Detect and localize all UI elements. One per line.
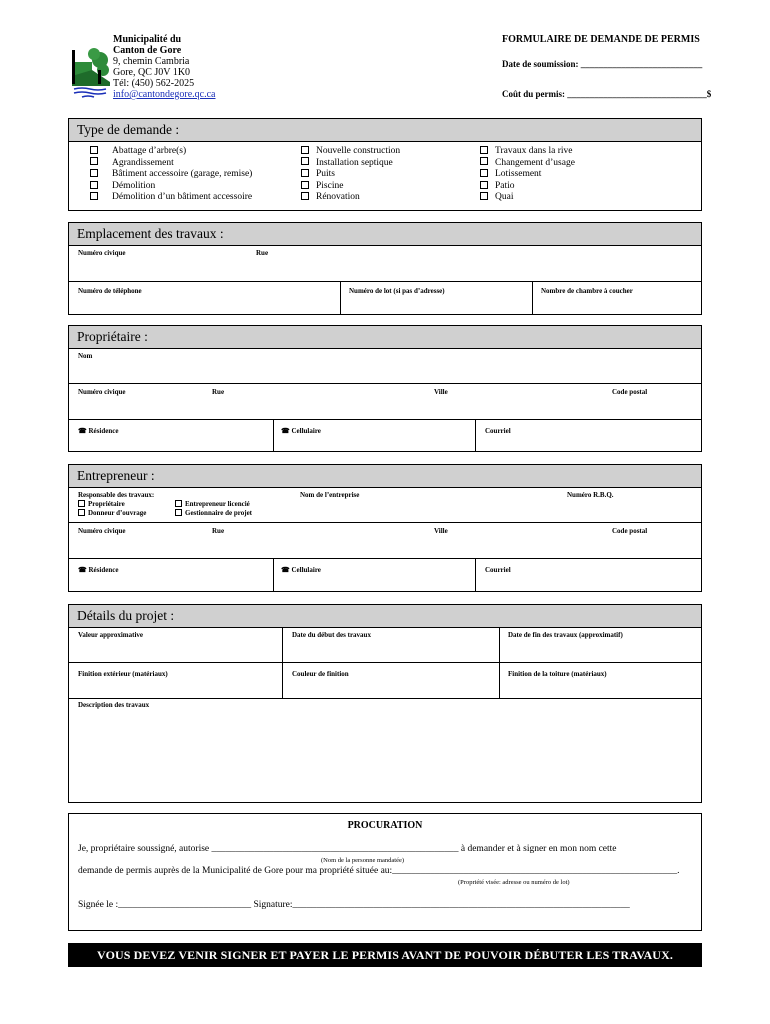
phone-icon: ☎	[281, 566, 290, 574]
phone-text: Tél: (450) 562-2025	[113, 78, 195, 89]
procuration-signature-line[interactable]: Signée le :____________________________ Signature:_______________________________________________________________________	[78, 900, 630, 910]
details-date-fin-field[interactable]: Date de fin des travaux (approximatif)	[508, 631, 623, 639]
form-title: FORMULAIRE DE DEMANDE DE PERMIS	[502, 34, 700, 45]
entrepreneur-box	[68, 487, 702, 592]
entrepreneur-residence-field[interactable]: ☎ Résidence	[78, 566, 119, 574]
procuration-box	[68, 813, 702, 931]
check-patio[interactable]: Patio	[480, 181, 575, 193]
type-col3	[480, 146, 575, 204]
emplacement-chambres-field[interactable]: Nombre de chambre à coucher	[541, 287, 633, 295]
procuration-line2[interactable]: demande de permis auprès de la Municipalité de Gore pour ma propriété située au:____________________________________________________________.	[78, 866, 680, 876]
org-name-line1: Municipalité du	[113, 34, 182, 45]
phone-icon: ☎	[78, 427, 87, 435]
check-renovation[interactable]: Rénovation	[301, 192, 400, 204]
check-resp-proprietaire[interactable]: Propriétaire	[78, 500, 154, 509]
entrepreneur-rue-field[interactable]: Rue	[212, 527, 225, 535]
details-description-field[interactable]: Description des travaux	[78, 701, 150, 709]
section-proprietaire-title: Propriétaire :	[68, 325, 702, 349]
details-couleur-field[interactable]: Couleur de finition	[292, 670, 349, 678]
check-batiment-accessoire[interactable]: Bâtiment accessoire (garage, remise)	[90, 169, 252, 181]
proprietaire-postal-field[interactable]: Code postal	[612, 388, 648, 396]
section-emplacement-title: Emplacement des travaux :	[68, 222, 702, 246]
check-lotissement[interactable]: Lotissement	[480, 169, 575, 181]
check-nouvelle-construction[interactable]: Nouvelle construction	[301, 146, 400, 158]
procuration-title: PROCURATION	[347, 820, 423, 831]
details-valeur-field[interactable]: Valeur approximative	[78, 631, 144, 639]
phone-icon: ☎	[281, 427, 290, 435]
warning-banner: VOUS DEVEZ VENIR SIGNER ET PAYER LE PERMIS AVANT DE POUVOIR DÉBUTER LES TRAVAUX.	[68, 943, 702, 967]
entrepreneur-responsable-group	[78, 491, 154, 518]
proprietaire-ville-field[interactable]: Ville	[434, 388, 448, 396]
address-line1: 9, chemin Cambria	[113, 56, 190, 67]
permit-cost-field[interactable]: Coût du permis: _______________________________$	[502, 89, 712, 99]
proprietaire-courriel-field[interactable]: Courriel	[485, 427, 511, 435]
check-resp-donneur[interactable]: Donneur d’ouvrage	[78, 509, 154, 518]
entrepreneur-nom-field[interactable]: Nom de l’entreprise	[300, 491, 360, 499]
phone-icon: ☎	[78, 566, 87, 574]
entrepreneur-rbq-field[interactable]: Numéro R.B.Q.	[567, 491, 614, 499]
type-demande-box	[68, 141, 702, 211]
emplacement-lot-field[interactable]: Numéro de lot (si pas d’adresse)	[349, 287, 445, 295]
procuration-caption2: (Propriété visée: adresse ou numéro de lot)	[458, 879, 570, 886]
municipality-info	[113, 34, 216, 100]
check-abattage[interactable]: Abattage d’arbre(s)	[90, 146, 252, 158]
emplacement-civic-field[interactable]: Numéro civique	[78, 249, 126, 257]
proprietaire-civic-field[interactable]: Numéro civique	[78, 388, 126, 396]
responsable-label: Responsable des travaux:	[78, 491, 155, 499]
check-changement-usage[interactable]: Changement d’usage	[480, 158, 575, 170]
procuration-caption1: (Nom de la personne mandatée)	[321, 857, 405, 864]
proprietaire-rue-field[interactable]: Rue	[212, 388, 225, 396]
details-finition-field[interactable]: Finition extérieur (matériaux)	[78, 670, 168, 678]
check-travaux-rive[interactable]: Travaux dans la rive	[480, 146, 575, 158]
check-quai[interactable]: Quai	[480, 192, 575, 204]
details-box	[68, 627, 702, 803]
type-col1	[90, 146, 252, 204]
proprietaire-box	[68, 348, 702, 452]
check-installation-septique[interactable]: Installation septique	[301, 158, 400, 170]
section-entrepreneur-title: Entrepreneur :	[68, 464, 702, 488]
proprietaire-nom-field[interactable]: Nom	[78, 352, 93, 360]
entrepreneur-postal-field[interactable]: Code postal	[612, 527, 648, 535]
section-details-title: Détails du projet :	[68, 604, 702, 628]
check-puits[interactable]: Puits	[301, 169, 400, 181]
check-resp-gestionnaire[interactable]: Gestionnaire de projet	[175, 509, 252, 518]
procuration-line1[interactable]: Je, propriétaire soussigné, autorise ____________________________________________________ à demander et à signer en mon nom cette	[78, 844, 617, 854]
entrepreneur-ville-field[interactable]: Ville	[434, 527, 448, 535]
emplacement-tel-field[interactable]: Numéro de téléphone	[78, 287, 142, 295]
check-piscine[interactable]: Piscine	[301, 181, 400, 193]
proprietaire-residence-field[interactable]: ☎ Résidence	[78, 427, 119, 435]
municipality-logo	[70, 42, 112, 100]
entrepreneur-courriel-field[interactable]: Courriel	[485, 566, 511, 574]
check-agrandissement[interactable]: Agrandissement	[90, 158, 252, 170]
proprietaire-cellulaire-field[interactable]: ☎ Cellulaire	[281, 427, 321, 435]
details-date-debut-field[interactable]: Date du début des travaux	[292, 631, 371, 639]
check-demolition-batiment[interactable]: Démolition d’un bâtiment accessoire	[90, 192, 252, 204]
check-demolition[interactable]: Démolition	[90, 181, 252, 193]
section-type-demande-title: Type de demande :	[68, 118, 702, 142]
type-col2	[301, 146, 400, 204]
entrepreneur-cellulaire-field[interactable]: ☎ Cellulaire	[281, 566, 321, 574]
emplacement-rue-field[interactable]: Rue	[256, 249, 269, 257]
org-name-line2: Canton de Gore	[113, 45, 182, 56]
email-link[interactable]: info@cantondegore.qc.ca	[113, 89, 216, 100]
check-resp-licencie[interactable]: Entrepreneur licencié	[175, 500, 252, 509]
details-toiture-field[interactable]: Finition de la toiture (matériaux)	[508, 670, 607, 678]
entrepreneur-responsable-group2	[175, 500, 252, 518]
entrepreneur-civic-field[interactable]: Numéro civique	[78, 527, 126, 535]
submission-date-field[interactable]: Date de soumission: ___________________________	[502, 59, 703, 69]
emplacement-box	[68, 245, 702, 315]
address-line2: Gore, QC J0V 1K0	[113, 67, 191, 78]
